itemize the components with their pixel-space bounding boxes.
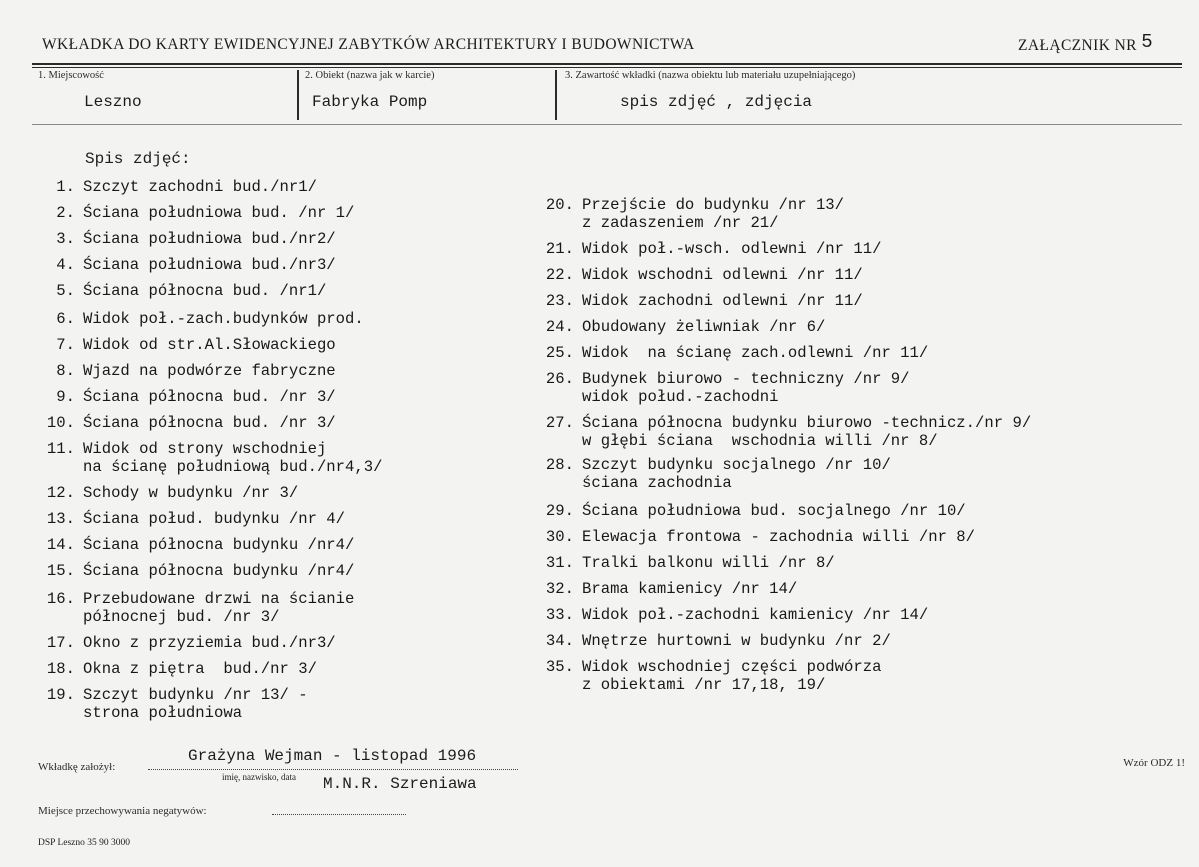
photo-list-item-text: Ściana południowa bud./nr3/ [83,256,336,274]
photo-list-item-number: 3. [56,230,75,248]
created-by-label: Wkładkę założył: [38,761,116,773]
photo-list-item [35,510,345,528]
photo-list-item [35,590,354,626]
institution-value: M.N.R. Szreniawa [323,775,477,793]
photo-list-item-number: 6. [56,310,75,328]
photo-list-item-text: Schody w budynku /nr 3/ [83,484,299,502]
photo-list-item-number: 13. [46,510,75,528]
photo-list-item-number: 27. [545,414,574,432]
photo-list-item-text: z zadaszeniem /nr 21/ [582,214,779,232]
photo-list-item-number: 22. [545,266,574,284]
photo-list-item-number: 9. [56,388,75,406]
photo-list-item-number: 21. [545,240,574,258]
photo-list-item-text: Ściana północna bud. /nr1/ [83,282,327,300]
content-label: 3. Zawartość wkładki (nazwa obiektu lub materiału uzupełniającego) [565,70,856,81]
photo-list-item-number: 34. [545,632,574,650]
photo-list-item-number: 15. [46,562,75,580]
photo-list-item-text: ściana zachodnia [582,474,732,492]
photo-list-item-number: 17. [46,634,75,652]
field-divider-1 [297,70,299,120]
created-by-value: Grażyna Wejman - listopad 1996 [188,747,477,765]
photo-list-item [35,362,336,380]
photo-list-item-text: Widok od str.Al.Słowackiego [83,336,336,354]
photo-list-item-text: Przejście do budynku /nr 13/ [582,196,845,214]
photo-list-item [534,196,844,232]
photo-list-item [534,240,881,258]
photo-list-item-text: Ściana północna bud. /nr 3/ [83,414,336,432]
photo-list-item-number: 5. [56,282,75,300]
photo-list-item-number: 25. [545,344,574,362]
photo-list-item-text: Widok poł.-wsch. odlewni /nr 11/ [582,240,882,258]
photo-list-item-text: Widok poł.-zach.budynków prod. [83,310,364,328]
photo-list-item-text: Widok wschodni odlewni /nr 11/ [582,266,863,284]
attachment-number-value: 5 [1141,31,1153,53]
photo-list-item-text: Okno z przyziemia bud./nr3/ [83,634,336,652]
photo-list-item-text: Brama kamienicy /nr 14/ [582,580,798,598]
header-rule-thin [32,67,1182,68]
photo-list-item-number: 8. [56,362,75,380]
photo-list-item [35,178,317,196]
template-code: Wzór ODZ 1! [1123,757,1185,769]
object-label: 2. Obiekt (nazwa jak w karcie) [305,70,435,81]
photo-list-item [35,562,354,580]
header-rule-thick [32,63,1182,65]
photo-list-item-text: Ściana północna bud. /nr 3/ [83,388,336,406]
photo-list-item-number: 11. [46,440,75,458]
photo-list-item [35,282,326,300]
photo-list-item [534,606,928,624]
location-value: Leszno [84,93,142,111]
photo-list-item [35,686,308,722]
photo-list-item [534,632,891,650]
photo-list-item-text: Ściana północna budynku /nr4/ [83,562,355,580]
photo-list-item-number: 20. [545,196,574,214]
photo-list-item-text: Widok wschodniej części podwórza [582,658,882,676]
photo-list-heading: Spis zdjęć: [85,150,191,168]
photo-list-item [35,256,336,274]
photo-list-item [534,344,928,362]
photo-list-item [35,484,298,502]
attachment-number [1018,31,1153,56]
photo-list-item [534,502,966,520]
photo-list-item-text: Okna z piętra bud./nr 3/ [83,660,317,678]
photo-list-item-text: Szczyt zachodni bud./nr1/ [83,178,317,196]
photo-list-item-number: 28. [545,456,574,474]
photo-list-item [35,414,336,432]
photo-list-item [534,414,1031,450]
photo-list-item [35,660,317,678]
photo-list-item [534,528,975,546]
attachment-label: ZAŁĄCZNIK NR [1018,37,1137,54]
photo-list-item [534,292,863,310]
photo-list-item [35,388,336,406]
photo-list-item-number: 14. [46,536,75,554]
photo-list-item-number: 18. [46,660,75,678]
photo-list-item-text: Ściana północna budynku /nr4/ [83,536,355,554]
created-by-line [148,769,518,770]
photo-list-item [534,554,835,572]
photo-list-item-number: 35. [545,658,574,676]
photo-list-item-text: Wjazd na podwórze fabryczne [83,362,336,380]
photo-list-item-text: w głębi ściana wschodnia willi /nr 8/ [582,432,938,450]
photo-list-item [534,580,797,598]
photo-list-item-text: strona południowa [83,704,243,722]
photo-list-item [35,204,354,222]
photo-list-item-number: 23. [545,292,574,310]
photo-list-item [35,440,382,476]
photo-list-item-number: 10. [46,414,75,432]
photo-list-item-number: 33. [545,606,574,624]
photo-list-item-text: Ściana południowa bud. /nr 1/ [83,204,355,222]
photo-list-item [35,230,336,248]
photo-list-item [534,318,825,336]
photo-list-item-number: 16. [46,590,75,608]
photo-list-item-text: Elewacja frontowa - zachodnia willi /nr 8/ [582,528,976,546]
content-value: spis zdjęć , zdjęcia [620,93,813,111]
photo-list-item-number: 32. [545,580,574,598]
photo-list-item-text: północnej bud. /nr 3/ [83,608,280,626]
photo-list-item-text: z obiektami /nr 17,18, 19/ [582,676,826,694]
photo-list-item [35,536,354,554]
photo-list-item-text: Szczyt budynku socjalnego /nr 10/ [582,456,891,474]
photo-list-item-number: 26. [545,370,574,388]
photo-list-item-text: Szczyt budynku /nr 13/ - [83,686,308,704]
photo-list-item-text: Ściana południowa bud. socjalnego /nr 10/ [582,502,966,520]
photo-list-item-text: Ściana połud. budynku /nr 4/ [83,510,346,528]
photo-list-item [35,336,336,354]
photo-list-item-number: 4. [56,256,75,274]
photo-list-item [534,658,881,694]
photo-list-item [534,456,891,492]
photo-list-item-text: Wnętrze hurtowni w budynku /nr 2/ [582,632,891,650]
photo-list-item-number: 31. [545,554,574,572]
photo-list-item-text: Widok poł.-zachodni kamienicy /nr 14/ [582,606,929,624]
photo-list-item [35,310,364,328]
fields-bottom-rule [32,124,1182,125]
negatives-label: Miejsce przechowywania negatywów: [38,805,207,817]
photo-list-item-text: Ściana północna budynku biurowo -technicz./nr 9/ [582,414,1032,432]
photo-list-item-text: Ściana południowa bud./nr2/ [83,230,336,248]
photo-list-item-number: 1. [56,178,75,196]
photo-list-item-text: Budynek biurowo - techniczny /nr 9/ [582,370,910,388]
photo-list-item-number: 19. [46,686,75,704]
photo-list-item-text: Przebudowane drzwi na ścianie [83,590,355,608]
photo-list-item-text: Tralki balkonu willi /nr 8/ [582,554,835,572]
photo-list-item [35,634,336,652]
photo-list-item-number: 7. [56,336,75,354]
photo-list-item-number: 24. [545,318,574,336]
form-title: WKŁADKA DO KARTY EWIDENCYJNEJ ZABYTKÓW ARCHITEKTURY I BUDOWNICTWA [42,36,695,53]
photo-list-item [534,370,910,406]
negatives-line [272,814,406,815]
photo-list-item-text: Widok zachodni odlewni /nr 11/ [582,292,863,310]
photo-list-item-number: 12. [46,484,75,502]
print-code: DSP Leszno 35 90 3000 [38,838,131,848]
photo-list-item-number: 2. [56,204,75,222]
photo-list-item-number: 29. [545,502,574,520]
photo-list-item-text: widok połud.-zachodni [582,388,779,406]
object-value: Fabryka Pomp [312,93,428,111]
photo-list-item-text: Widok od strony wschodniej [83,440,327,458]
field-divider-2 [555,70,557,120]
photo-list-item-text: Obudowany żeliwniak /nr 6/ [582,318,826,336]
photo-list-item-text: Widok na ścianę zach.odlewni /nr 11/ [582,344,929,362]
created-by-hint: imię, nazwisko, data [222,772,296,782]
photo-list-item-number: 30. [545,528,574,546]
photo-list-item [534,266,863,284]
location-label: 1. Miejscowość [38,70,104,81]
photo-list-item-text: na ścianę południową bud./nr4,3/ [83,458,383,476]
